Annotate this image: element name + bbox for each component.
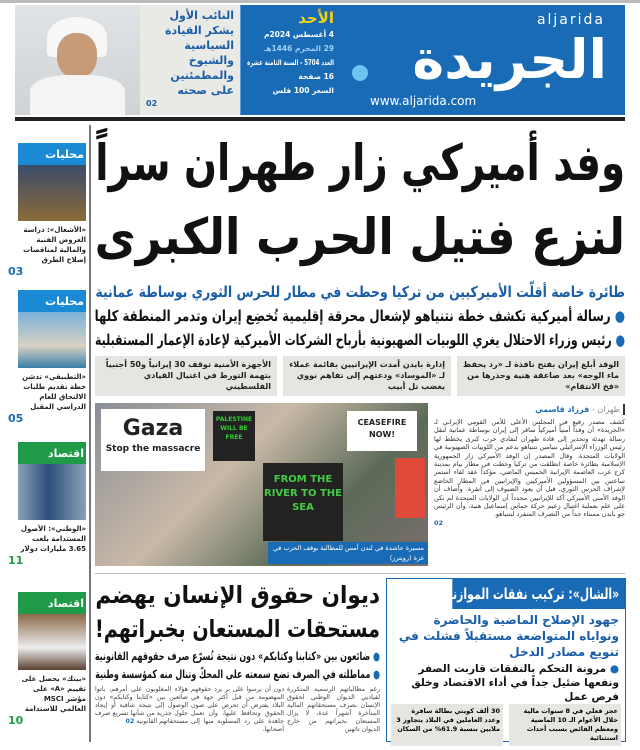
sign-river-sea: FROM THE RIVER TO THE SEA [263, 463, 343, 541]
issue-number: العدد 5704 - السنة الثامنة عشرة [247, 58, 334, 67]
bullet-icon: ● [610, 307, 625, 325]
masthead-rule [15, 117, 625, 121]
sidebar-item-economy-1[interactable] [8, 442, 86, 568]
page-number: 03 [8, 265, 24, 278]
lead-bullet: ● رئيس وزراء الاحتلال يغري اللوبيات الصهيونية بأرباح الشركات الأميركية لإعادة الإعمار المستقبلية [95, 331, 625, 349]
campus-photo [18, 312, 86, 368]
byline: طهران - فرزاد قاسمي [434, 404, 625, 415]
bullet-icon: ● [611, 331, 625, 349]
masthead-logo[interactable] [340, 5, 625, 115]
masthead-teaser[interactable] [140, 5, 240, 115]
lead-bullet: ● رسالة أميركية تكشف خطة نتنياهو لإشعال محرقة إقليمية تُخضِع إيران وتدمر المنطقة كلها [94, 307, 625, 325]
lead-article-body[interactable]: كشف مصدر رفيع في المجلس الأعلى للأمن القومي الإيراني لـ «الجريدة» أن وفداً أمنياً أميركياً سافر إلى إيران بوساطة عمانية لنقل رسالة تهدئة وتحذير إلى قادة طهران لتفادي حرب كبرى يخطط لها رئيس الوزراء الإسرائيلي بنيامين نتنياهو بدعم من اللوبيات الصهيونية في الولايات المتحدة. وقال المصدر إن الوفد الأميركي زار الجمهورية الإسلامية بطائرة خاصة انطلقت من تركيا وحطت في مطار بيام بمدينة كرج غرب العاصمة الإيرانية الخميس الماضي، مؤكداً عقد لقاء استمر ساعتين بين المسؤولين الأميركيين والإيرانيين في المطار الخاضع لإشراف الحرس الثوري، قبل أن يعود الضيوف إلى أنقرة. وأضاف أن الوفد الأمني الأميركي أكد للإيرانيين مجدداً أن الولايات المتحدة لم تكن على علم بعملية اغتيال زعيم حركة حماس إسماعيل هنية، وأن الرئيس جو بايدن مستاء جداً من التصرف المنفرد لنتنياهو. 02 [434, 418, 625, 527]
date-block [240, 5, 340, 115]
protest-photo[interactable] [95, 403, 428, 566]
headline-line-2: لنزع فتيل الحرب الكبرى [94, 208, 626, 266]
alshall-highlights [387, 704, 625, 750]
road-work-photo [18, 165, 86, 221]
rights-bullet: ● ضائعون بين «كتابنا وكتابكم» دون نتيجة تُسرّع صرف حقوقهم القانونية [94, 649, 380, 663]
continued-page: 02 [434, 518, 444, 527]
sign-ceasefire: CEASEFIRE NOW! [347, 411, 417, 451]
sign-gaza: Gaza Stop the massacre [101, 409, 205, 471]
date-hijri: 29 المحرم 1446هـ [263, 44, 334, 53]
teaser-text: «بيتك» يحصل على تقييم «A» على مؤشر MSCI العالمي للاستدامة [21, 675, 86, 713]
highlight-box: الأجهزة الأمنية توقف 30 إيرانياً و50 أجنبياً بتهمة التورط في اغتيال القيادي الفلسطيني [95, 356, 277, 396]
sidebar-item-local-1[interactable] [8, 143, 86, 279]
section-label: محليات [18, 290, 86, 312]
skyline-photo [18, 464, 86, 520]
page-number: 05 [8, 412, 24, 425]
highlight-box: الوفد أبلغ إيران بفتح نافذة لـ «رد يحفظ ماء الوجه» بعد صاعقة هنية وحذرها من «فخ الانتقام» [457, 356, 625, 396]
rights-column: هؤلاء المغلوبون على أمرهم، باتوا ضائعين بين «كتابنا وكتابكم» دون الوصول إلى نتيجة شافية أو إيجاد حلول جذرية من شأنها تسريع صرف مستحقاتهم القانونية 02 [95, 686, 188, 725]
section-label: اقتصاد [18, 592, 86, 614]
teaser-text: «الوطني»: الأصول المستدامة بلغت 3.65 مليارات دولار [20, 525, 86, 553]
sidebar-divider [89, 125, 91, 742]
portrait-photo [15, 5, 140, 115]
logo-dot-icon [352, 65, 368, 81]
lead-headline[interactable] [95, 126, 625, 274]
logo-latin: aljarida [536, 12, 605, 28]
executive-photo [18, 614, 86, 670]
page-number: 10 [8, 714, 24, 727]
alshall-subhead: جهود الإصلاح الماضية والحاضرة ونواياه المتواضعة مستقبلاً فشلت في تنويع مصادر الدخل [398, 613, 619, 659]
logo-arabic: الجريدة [412, 28, 607, 91]
price: السعر 100 فلس [272, 86, 334, 95]
teaser-page: 02 [146, 99, 158, 108]
sidebar-item-local-2[interactable] [8, 290, 86, 426]
top-border [0, 0, 640, 3]
lead-subhead: طائرة خاصة أقلّت الأميركيين من تركيا وحطت في مطار للحرس الثوري بوساطة عمانية [95, 283, 626, 301]
teaser-text: «التطبيقي» تدشن خطة تقديم طلبات الالتحاق للعام الدراسي المقبل [22, 373, 86, 411]
rights-headline[interactable]: ديوان حقوق الإنسان يهضم مستحقات المستعان بخبراتهم! [95, 581, 380, 643]
rights-bullet: ● مماطلته في الصرف تضع سمعته على المحكّ وتنال منه كمؤسسة وطنية [95, 667, 380, 681]
alshall-box[interactable] [386, 578, 626, 742]
sign-palestine: PALESTINE WILL BE FREE [213, 411, 255, 461]
highlight-box: 30 ألف كويتي بطالة سافرة وعدد العاملين في البلاد يتجاوز 3 ملايين بنسبة 61.9% من السكان [391, 704, 503, 746]
section-label: اقتصاد [18, 442, 86, 464]
rights-column: رغم مطالباتهم الرسمية المتكررة لقياديي الديوان الوطني لحقوق الإنسان بصرف مستحقاتهم المالية المتأخرة أشهراً عدة، لا يزال المستعان بخبراتهم من خارج الديوان تائهين [287, 686, 380, 733]
flag [395, 458, 425, 518]
date-gregorian: 4 أغسطس 2024م [263, 30, 334, 39]
alshall-header: «الشال»: تركيب نفقات الموازنة إلى الأسوأ [452, 579, 625, 609]
photo-caption: مسيرة حاشدة في لندن أمس للمطالبة بوقف الحرب في غزة (رويترز) [268, 542, 428, 564]
highlight-box: عجز فعلي في 8 سنوات مالية خلال الأعوام الـ 10 الماضية ومعظم الفائض بسبب أحداث استثنائية [509, 704, 621, 746]
alshall-bullet: ● مرونة التحكم بالنفقات قاربت الصفر ونفعها ضئيل جداً في أداء الاقتصاد وخلق فرص عمل [411, 663, 619, 703]
headline-line-1: وفد أميركي زار طهران سراً [95, 134, 625, 192]
sidebar-item-economy-2[interactable] [8, 592, 86, 728]
page-number: 11 [8, 554, 24, 567]
section-label: محليات [18, 143, 86, 165]
page-count: 16 صفحة [298, 72, 334, 81]
teaser-text: «الأشغال»: دراسة العروض الفنية والمالية لمناقصات إصلاح الطرق [23, 226, 86, 264]
rights-column: دون أن يرسوا على بر يرد حقوقهم المهضومة من قبل أكثر جهة في البلاد يفترض أن تحرص على صون الحقوق وتحافظ عليها، وأن تعمل جاهدة على رد المسلوبة منها إلى أصحابها. [191, 686, 284, 733]
divider [95, 573, 625, 574]
day: الأحد [298, 9, 334, 27]
teaser-text: النائب الأول يشكر القيادة السياسية والشيوخ والمطمئنين على صحته [165, 9, 234, 97]
highlight-box: إدارة بايدن أمدت الإيرانيين بقائمة عملاء لـ «الموساد» ودعتهم إلى تفاهم نووي يغضب تل أبيب [283, 356, 451, 396]
site-url[interactable]: www.aljarida.com [370, 94, 477, 108]
